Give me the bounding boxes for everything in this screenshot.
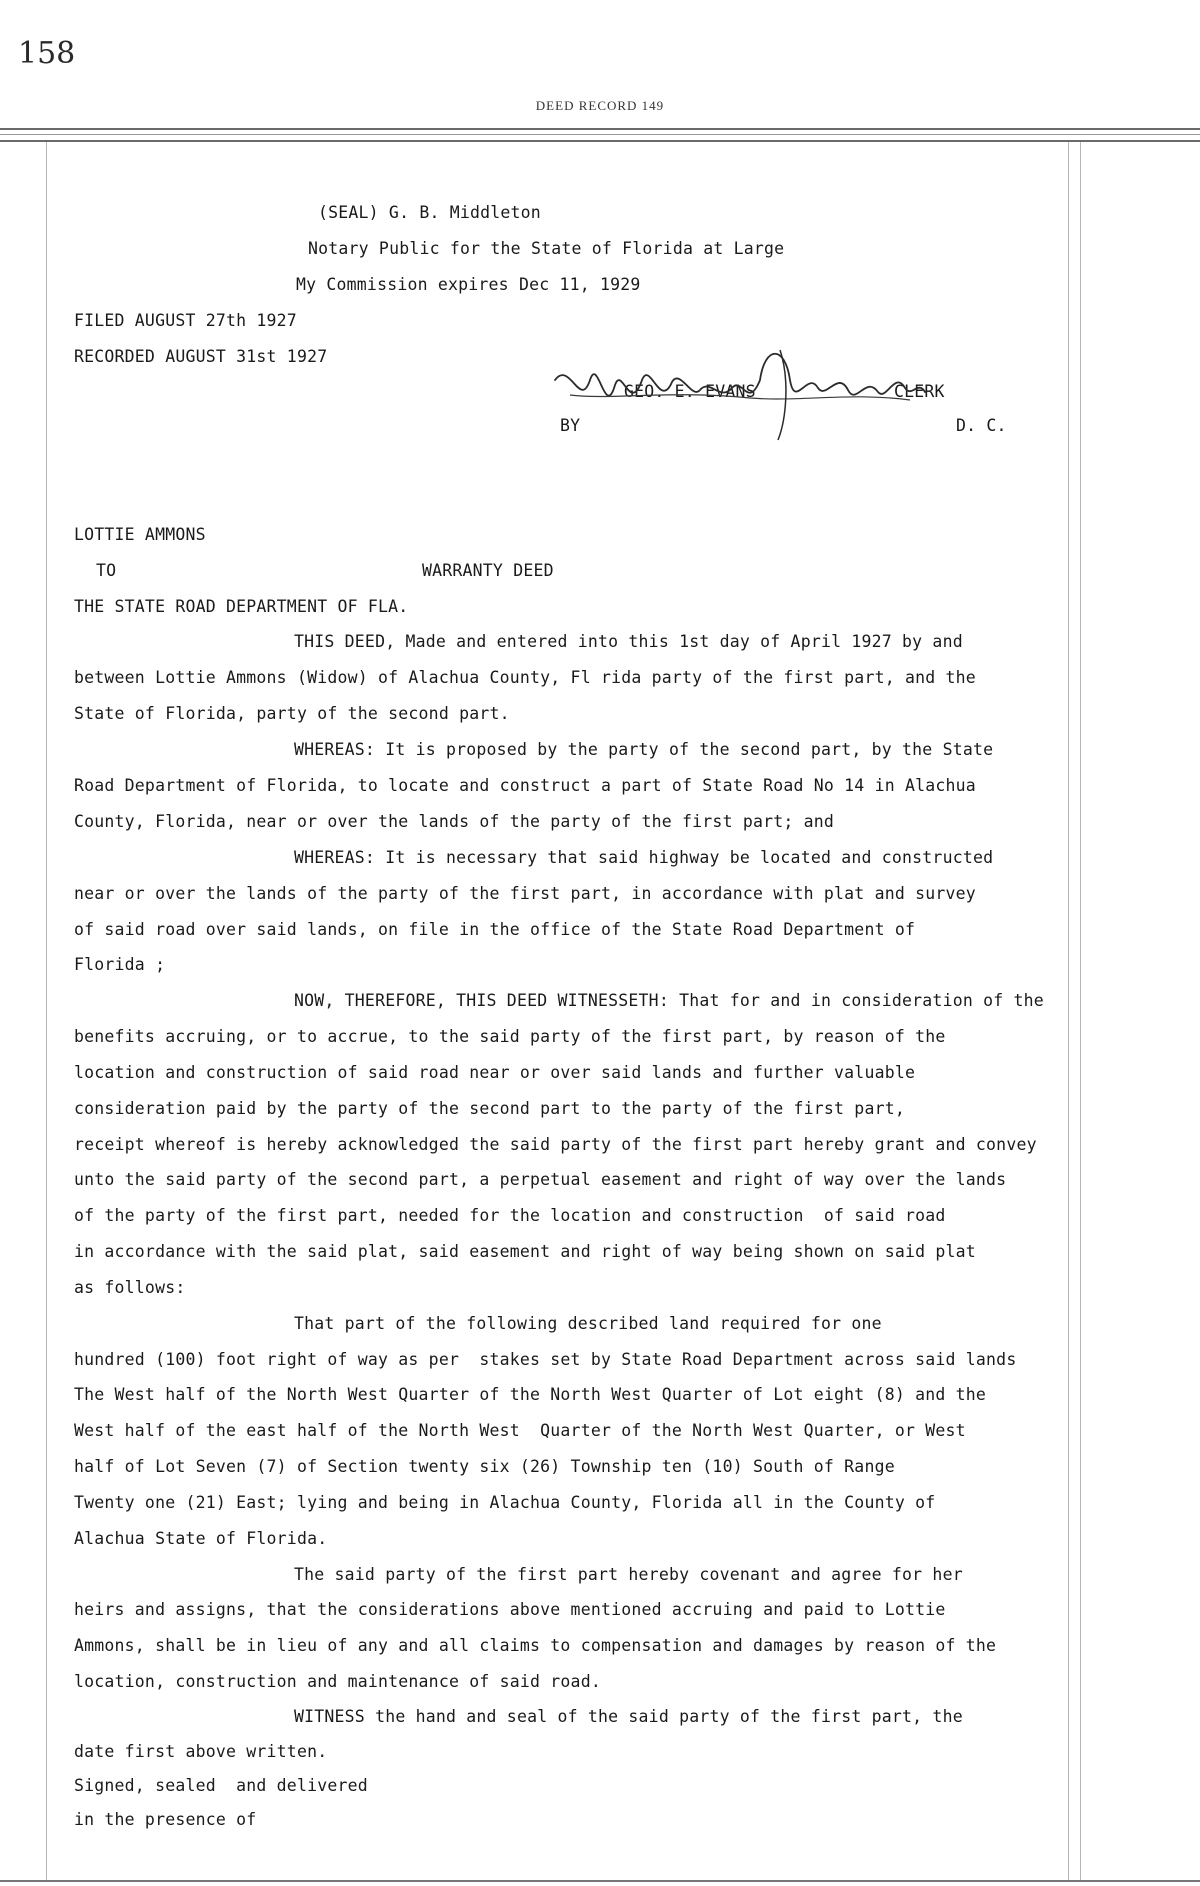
body-line: WITNESS the hand and seal of the said party of the first part, the: [294, 1707, 963, 1726]
body-line: The West half of the North West Quarter of the North West Quarter of Lot eight (8) and the: [74, 1385, 987, 1404]
body-line: of the party of the first part, needed for the location and construction of said road: [74, 1206, 946, 1225]
clerk-signature-icon: [550, 340, 930, 450]
body-line: heirs and assigns, that the considerations above mentioned accruing and paid to Lottie: [74, 1600, 946, 1619]
deed-type: WARRANTY DEED: [422, 561, 554, 580]
notary-title-line: Notary Public for the State of Florida at Large: [308, 239, 785, 258]
body-line: half of Lot Seven (7) of Section twenty six (26) Township ten (10) South of Range: [74, 1457, 895, 1476]
clerk-name: GEO. E. EVANS: [624, 382, 756, 401]
page-number: 158: [18, 36, 76, 71]
margin-line: [1068, 142, 1069, 1882]
body-line: Signed, sealed and delivered: [74, 1776, 368, 1795]
body-line: County, Florida, near or over the lands of the party of the first part; and: [74, 812, 835, 831]
footer-rule: [0, 1880, 1200, 1882]
body-line: NOW, THEREFORE, THIS DEED WITNESSETH: That for and in consideration of the: [294, 991, 1044, 1010]
body-line: in accordance with the said plat, said easement and right of way being shown on said plat: [74, 1242, 976, 1261]
body-line: location, construction and maintenance of said road.: [74, 1672, 601, 1691]
margin-line: [1080, 142, 1081, 1882]
grantor-name: LOTTIE AMMONS: [74, 525, 206, 544]
deputy-clerk-label: D. C.: [956, 416, 1007, 435]
body-line: West half of the east half of the North West Quarter of the North West Quarter, or West: [74, 1421, 966, 1440]
grantee-name: THE STATE ROAD DEPARTMENT OF FLA.: [74, 597, 409, 616]
body-line: receipt whereof is hereby acknowledged the said party of the first part hereby grant and convey: [74, 1135, 1037, 1154]
clerk-title: CLERK: [894, 382, 945, 401]
body-line: location and construction of said road near or over said lands and further valuable: [74, 1063, 916, 1082]
body-line: benefits accruing, or to accrue, to the said party of the first part, by reason of the: [74, 1027, 946, 1046]
body-line: State of Florida, party of the second part.: [74, 704, 510, 723]
body-line: consideration paid by the party of the second part to the party of the first part,: [74, 1099, 905, 1118]
to-label: TO: [96, 561, 117, 580]
by-label: BY: [560, 416, 581, 435]
body-line: as follows:: [74, 1278, 186, 1297]
body-line: date first above written.: [74, 1742, 328, 1761]
recorded-date: RECORDED AUGUST 31st 1927: [74, 347, 328, 366]
body-line: The said party of the first part hereby covenant and agree for her: [294, 1565, 963, 1584]
header-rule: [0, 134, 1200, 135]
body-line: Ammons, shall be in lieu of any and all claims to compensation and damages by reason of the: [74, 1636, 997, 1655]
filed-date: FILED AUGUST 27th 1927: [74, 311, 297, 330]
body-line: unto the said party of the second part, a perpetual easement and right of way over the lands: [74, 1170, 1007, 1189]
record-title: DEED RECORD 149: [535, 98, 665, 113]
header-rule: [0, 140, 1200, 142]
body-line: in the presence of: [74, 1810, 257, 1829]
notary-commission-line: My Commission expires Dec 11, 1929: [296, 275, 641, 294]
margin-line: [46, 142, 47, 1882]
body-line: Florida ;: [74, 955, 166, 974]
body-line: hundred (100) foot right of way as per stakes set by State Road Department across said lands: [74, 1350, 1017, 1369]
body-line: near or over the lands of the party of the first part, in accordance with plat and survey: [74, 884, 976, 903]
body-line: THIS DEED, Made and entered into this 1st day of April 1927 by and: [294, 632, 963, 651]
header-rule: [0, 128, 1200, 130]
body-line: WHEREAS: It is proposed by the party of the second part, by the State: [294, 740, 994, 759]
body-line: Road Department of Florida, to locate and construct a part of State Road No 14 in Alachua: [74, 776, 976, 795]
body-line: of said road over said lands, on file in the office of the State Road Department of: [74, 920, 916, 939]
notary-seal-line: (SEAL) G. B. Middleton: [318, 203, 541, 222]
body-line: Twenty one (21) East; lying and being in Alachua County, Florida all in the County of: [74, 1493, 936, 1512]
body-line: WHEREAS: It is necessary that said highway be located and constructed: [294, 848, 994, 867]
body-line: Alachua State of Florida.: [74, 1529, 328, 1548]
body-line: That part of the following described land required for one: [294, 1314, 882, 1333]
body-line: between Lottie Ammons (Widow) of Alachua County, Fl rida party of the first part, and the: [74, 668, 976, 687]
